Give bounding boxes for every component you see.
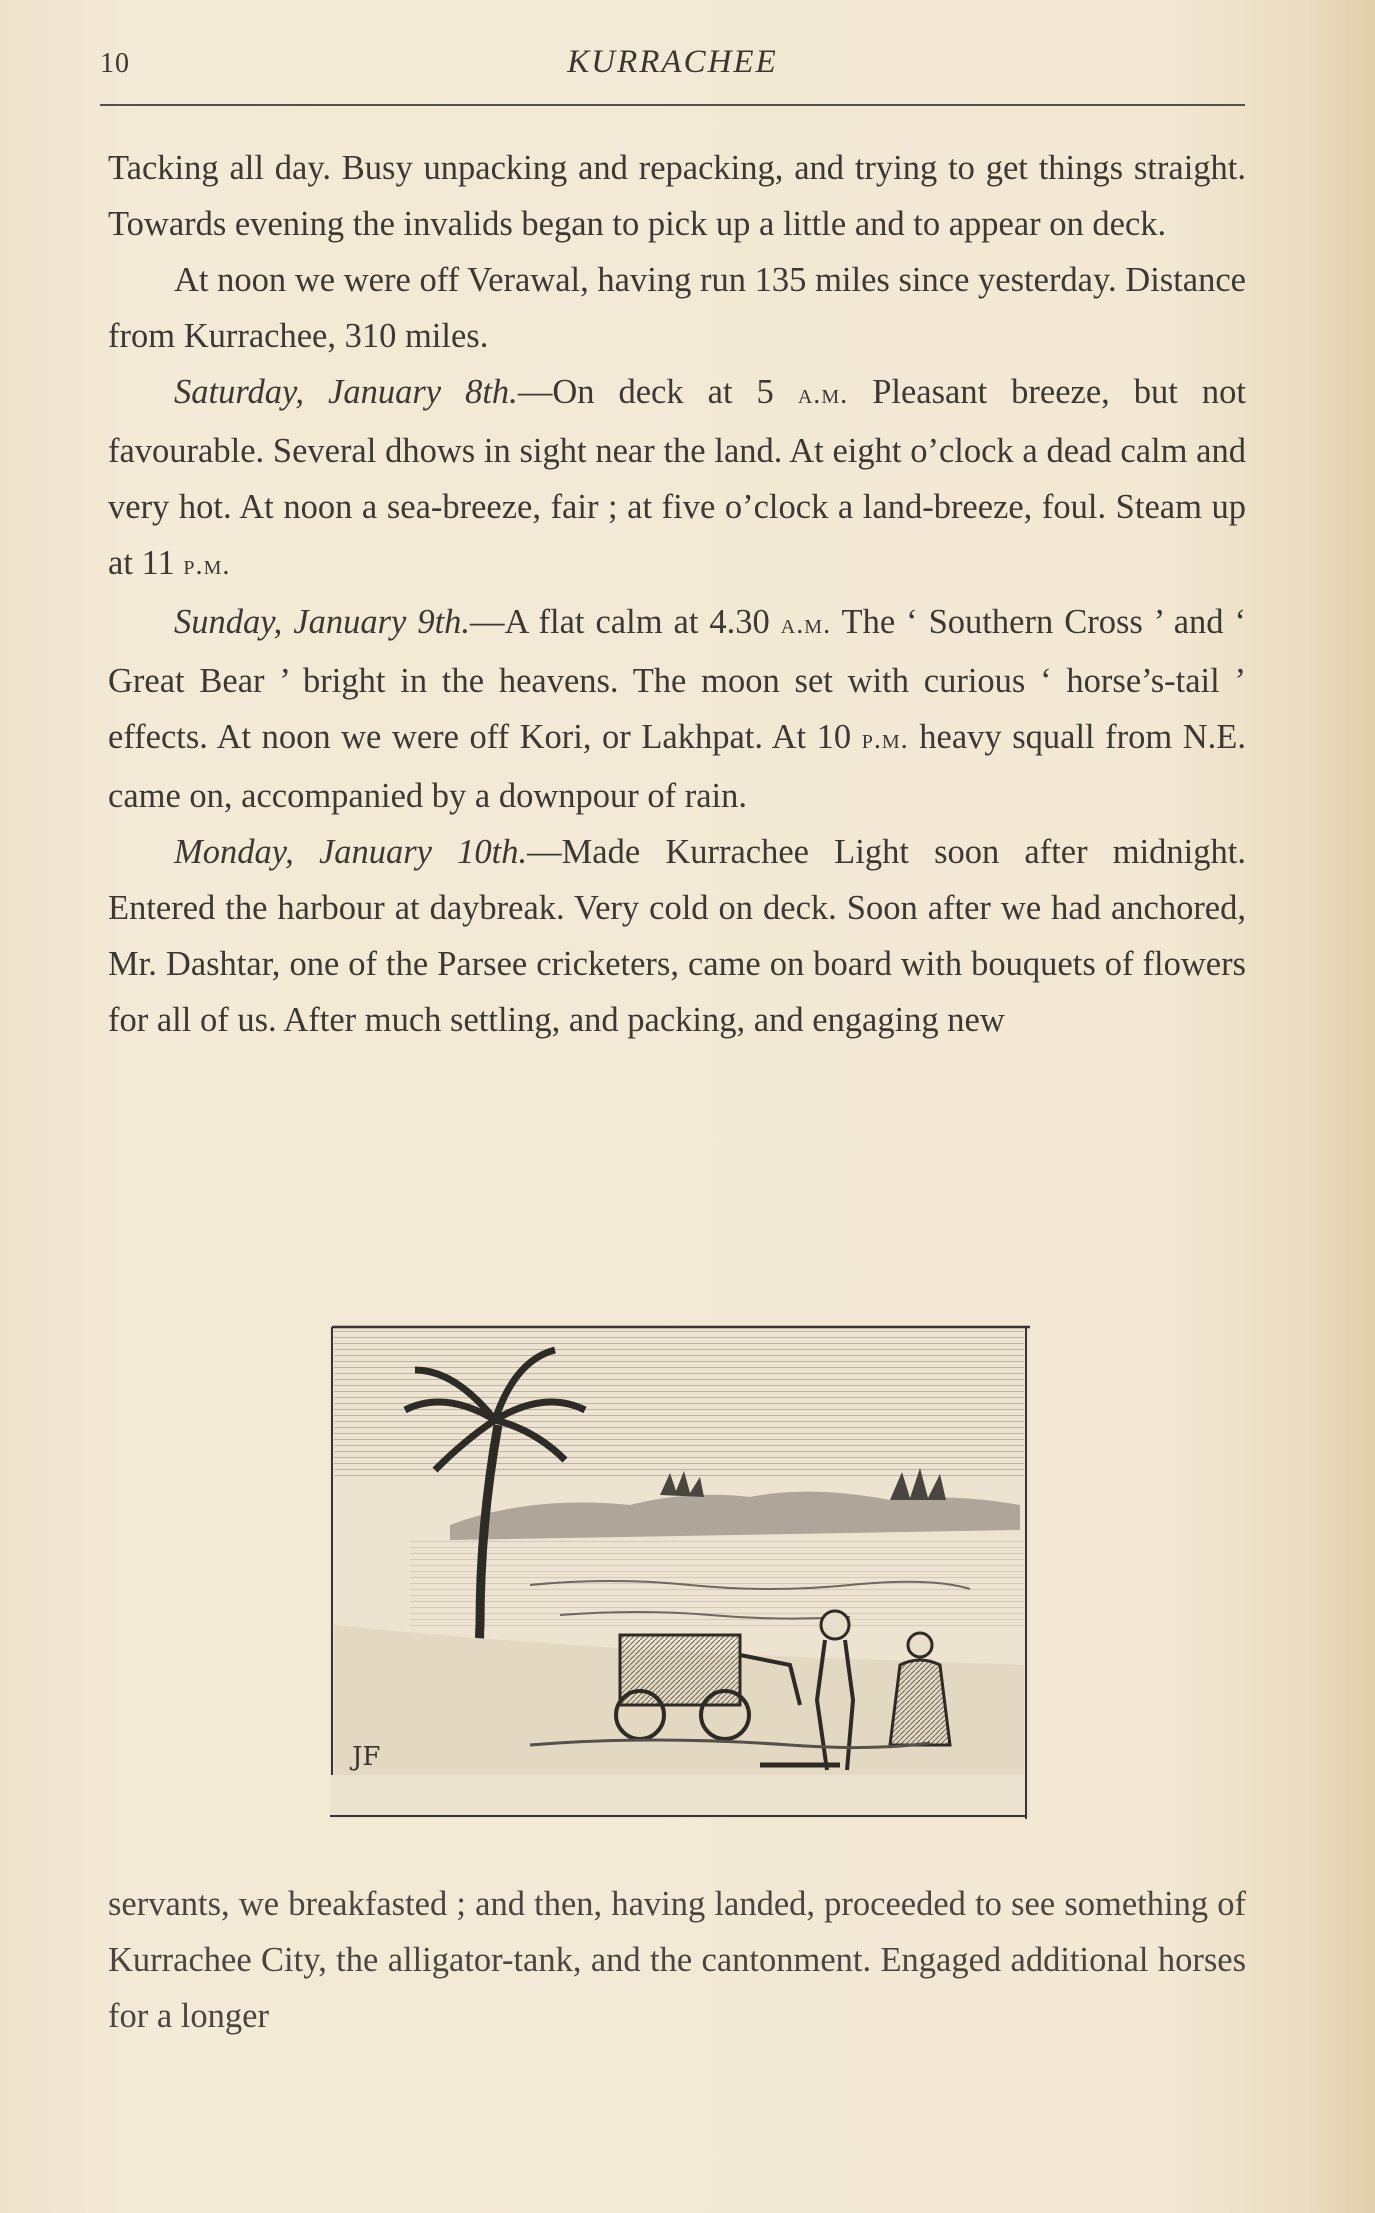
paragraph [108, 252, 1246, 364]
entry-text: —On deck at 5 [517, 373, 798, 411]
engraving-illustration [330, 1325, 1030, 1819]
entry-date: Saturday, January 8th. [174, 373, 518, 411]
diary-entry-sunday [108, 594, 1246, 824]
entry-text: The ‘ Southern Cross ’ and ‘ Great Bear ’ bright in the heavens. The moon set with curious ‘ horse’s-tail ’ effects. At noon we were off Kori, or Lakhpat. At 10 [108, 603, 1246, 756]
harbour-scene-engraving [330, 1325, 1030, 1819]
header-rule [100, 104, 1245, 106]
time-marker: a.m. [780, 609, 832, 640]
diary-entry-monday [108, 824, 1246, 1048]
artist-monogram: JF [352, 1742, 381, 1772]
page-header [100, 44, 1245, 84]
time-marker: p.m. [861, 724, 909, 755]
entry-date: Sunday, January 9th. [174, 603, 471, 641]
entry-text: —A flat calm at 4.30 [470, 603, 781, 641]
page-number: 10 [100, 48, 130, 79]
diary-entry-saturday [108, 364, 1246, 594]
entry-text: heavy squall from N.E. came on, accompanied by a downpour of rain. [108, 718, 1246, 815]
paragraph-text: servants, we breakfasted ; and then, having landed, proceeded to see something of Kurrachee City, the alligator-tank, and the cantonment. Engaged additional horses for a longer [108, 1885, 1246, 2035]
entry-text: —Made Kurrachee Light soon after midnight. Entered the harbour at daybreak. Very cold on deck. Soon after we had anchored, Mr. Dashtar, one of the Parsee cricketers, came on board with bouquets of flowers for all of us. After much settling, and packing, and engaging new [108, 833, 1246, 1039]
body-text-lower [108, 1876, 1246, 2044]
time-marker: a.m. [797, 379, 849, 410]
entry-date: Monday, January 10th. [174, 833, 528, 871]
paragraph-text: At noon we were off Verawal, having run 135 miles since yesterday. Distance from Kurrachee, 310 miles. [108, 261, 1246, 355]
body-text-upper [108, 140, 1246, 1048]
paragraph [108, 140, 1246, 252]
time-marker: p.m. [183, 550, 231, 581]
paragraph-text: Tacking all day. Busy unpacking and repacking, and trying to get things straight. Towards evening the invalids began to pick up a little and to appear on deck. [108, 149, 1246, 243]
paragraph-continuation [108, 1876, 1246, 2044]
running-title: KURRACHEE [567, 44, 778, 80]
entry-text: Pleasant breeze, but not favourable. Several dhows in sight near the land. At eight o’clock a dead calm and very hot. At noon a sea-breeze, fair ; at five o’clock a land-breeze, foul. Steam up at 11 [108, 373, 1246, 582]
